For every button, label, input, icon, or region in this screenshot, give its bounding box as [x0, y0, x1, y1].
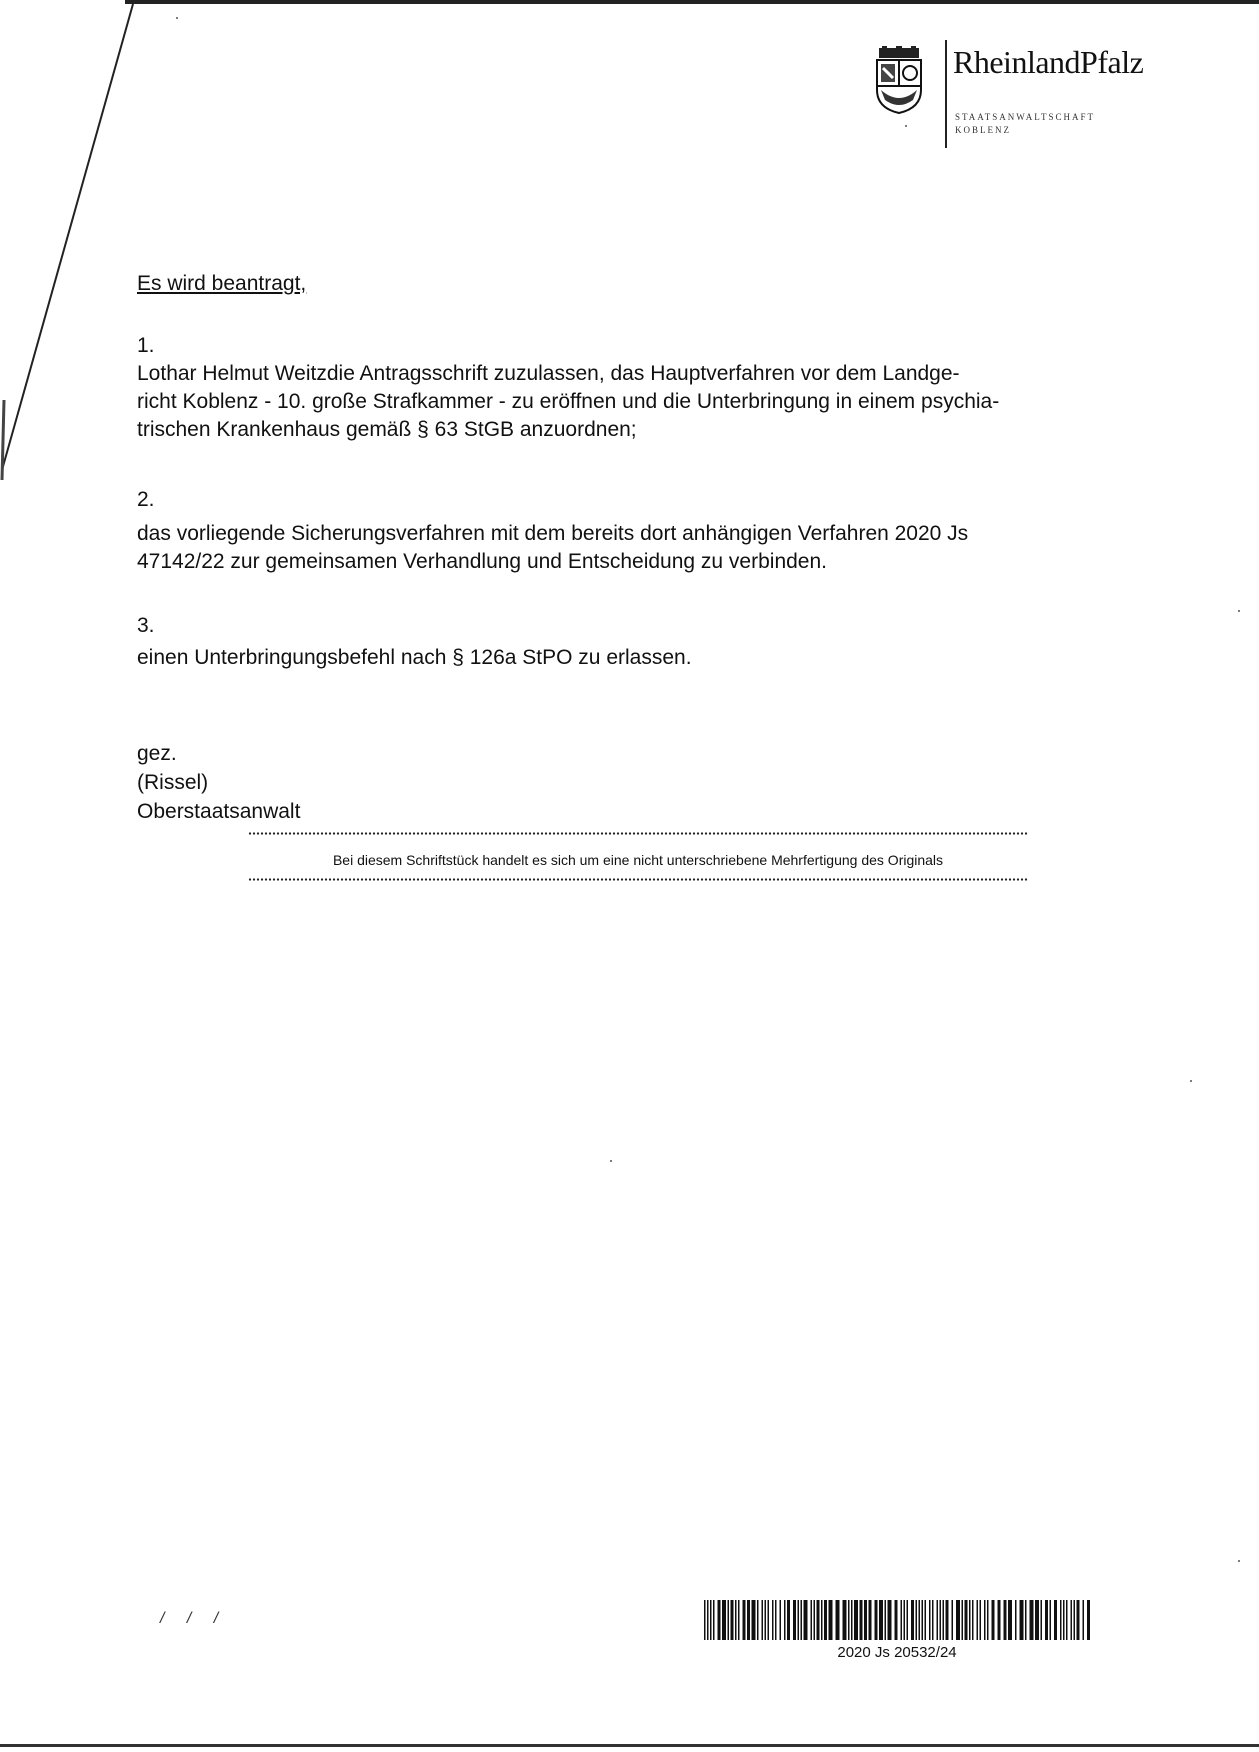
barcode-bar [969, 1600, 971, 1640]
barcode-bar [821, 1600, 823, 1640]
scan-speck [905, 125, 907, 127]
barcode-bar [984, 1600, 986, 1640]
signature-gez: gez. [137, 742, 177, 765]
barcode-bar [922, 1600, 924, 1640]
paragraph-line: einen Unterbringungsbefehl nach § 126a StPO zu erlassen. [137, 646, 692, 669]
barcode-bar [735, 1600, 737, 1640]
barcode-bar [1066, 1600, 1068, 1640]
item-paragraph [137, 520, 968, 576]
barcode-bar [814, 1600, 816, 1640]
barcode-bar [1030, 1600, 1034, 1640]
barcode-bar [811, 1600, 813, 1640]
barcode-bar [1050, 1600, 1052, 1640]
barcode-bar [798, 1600, 800, 1640]
barcode-bar [869, 1600, 872, 1640]
barcode-bar [762, 1600, 764, 1640]
barcode-bar [925, 1600, 927, 1640]
barcode-bar [780, 1600, 782, 1640]
barcode-bar [765, 1600, 767, 1640]
barcode-bar [718, 1600, 721, 1640]
scan-speck [610, 1160, 612, 1162]
barcode-bar [1035, 1600, 1039, 1640]
barcode-bar [1045, 1600, 1048, 1640]
barcode-bar [854, 1600, 858, 1640]
barcode-bar [919, 1600, 921, 1640]
barcode-bar [1077, 1600, 1080, 1640]
logo-name: RheinlandPfalz [953, 44, 1144, 80]
item-number: 1. [137, 334, 155, 357]
item-number: 2. [137, 488, 155, 511]
barcode-bar [864, 1600, 867, 1640]
barcode-bar [1083, 1600, 1085, 1640]
barcode-bar [937, 1600, 939, 1640]
barcode-bar [757, 1600, 759, 1640]
barcode-bar [916, 1600, 918, 1640]
scan-top-edge [125, 0, 1259, 4]
barcode-bar [793, 1600, 796, 1640]
barcode-bar [998, 1600, 1001, 1640]
barcode-bar [1004, 1600, 1007, 1640]
barcode-bar [743, 1600, 746, 1640]
barcode-bar [731, 1600, 734, 1640]
barcode-bar [904, 1600, 906, 1640]
barcode-bar [992, 1600, 995, 1640]
paragraph-line: trischen Krankenhaus gemäß § 63 StGB anzuordnen; [137, 418, 637, 441]
barcode-bar [772, 1600, 774, 1640]
page-marks: / / / [160, 1610, 228, 1627]
barcode [704, 1600, 1090, 1640]
barcode-bar [875, 1600, 878, 1640]
item-paragraph [137, 644, 692, 672]
barcode-bar [885, 1600, 887, 1640]
paragraph-line: Lothar Helmut Weitzdie Antragsschrift zuzulassen, das Hauptverfahren vor dem Landge- [137, 362, 960, 385]
paragraph-line: 47142/22 zur gemeinsamen Verhandlung und Entscheidung zu verbinden. [137, 550, 827, 573]
barcode-bar [962, 1600, 964, 1640]
barcode-bar [728, 1600, 730, 1640]
coat-of-arms-icon [873, 46, 925, 114]
barcode-bar [1063, 1600, 1065, 1640]
barcode-bar [888, 1600, 892, 1640]
barcode-bar [946, 1600, 949, 1640]
paragraph-line: das vorliegende Sicherungsverfahren mit dem bereits dort anhängigen Verfahren 2020 Js [137, 522, 969, 545]
scan-speck [1238, 1560, 1240, 1562]
barcode-bar [738, 1600, 740, 1640]
barcode-bar [940, 1600, 942, 1640]
barcode-bar [1074, 1600, 1076, 1640]
barcode-bar [768, 1600, 770, 1640]
barcode-bar [851, 1600, 853, 1640]
barcode-bar [952, 1600, 954, 1640]
barcode-bar [1008, 1600, 1012, 1640]
barcode-bar [707, 1600, 709, 1640]
barcode-bar [977, 1600, 979, 1640]
barcode-bar [987, 1600, 989, 1640]
signature-title: Oberstaatsanwalt [137, 800, 301, 823]
logo-subtitle-city: KOBLENZ [955, 125, 1011, 135]
barcode-bar [801, 1600, 803, 1640]
scan-left-edge [0, 0, 140, 480]
notice-border-top [248, 832, 1028, 835]
barcode-bar [804, 1600, 808, 1640]
barcode-bar [722, 1600, 726, 1640]
barcode-bar [752, 1600, 756, 1640]
barcode-bar [829, 1600, 833, 1640]
barcode-bar [980, 1600, 982, 1640]
barcode-bar [747, 1600, 750, 1640]
scan-speck [1190, 1080, 1192, 1082]
barcode-bar [907, 1600, 909, 1640]
barcode-bar [787, 1600, 790, 1640]
barcode-bar [972, 1600, 974, 1640]
signature-name: (Rissel) [137, 771, 209, 794]
barcode-bar [860, 1600, 863, 1640]
barcode-bar [929, 1600, 931, 1640]
barcode-bar [817, 1600, 820, 1640]
barcode-bar [1041, 1600, 1043, 1640]
barcode-bar [1060, 1600, 1062, 1640]
scan-speck [176, 17, 178, 19]
barcode-bar [895, 1600, 898, 1640]
barcode-bar [775, 1600, 777, 1640]
copy-notice: Bei diesem Schriftstück handelt es sich um eine nicht unterschriebene Mehrfertigung des Originals [332, 852, 944, 868]
barcode-bar [1054, 1600, 1057, 1640]
barcode-bar [713, 1600, 715, 1640]
item-paragraph [137, 360, 999, 444]
barcode-bar [965, 1600, 968, 1640]
barcode-bar [1071, 1600, 1073, 1640]
barcode-bar [848, 1600, 850, 1640]
barcode-bar [843, 1600, 847, 1640]
barcode-bar [943, 1600, 945, 1640]
barcode-text: 2020 Js 20532/24 [837, 1644, 957, 1661]
barcode-bar [1015, 1600, 1017, 1640]
barcode-bar [710, 1600, 712, 1640]
logo-divider [945, 40, 947, 148]
barcode-bar [836, 1600, 840, 1640]
barcode-bar [704, 1600, 706, 1640]
rlp-logo [873, 40, 1183, 150]
barcode-bar [1087, 1600, 1090, 1640]
barcode-bar [879, 1600, 883, 1640]
barcode-bar [1025, 1600, 1027, 1640]
paragraph-line: richt Koblenz - 10. große Strafkammer - zu eröffnen und die Unterbringung in einem psychia- [137, 390, 1000, 413]
barcode-bar [784, 1600, 786, 1640]
barcode-bar [901, 1600, 903, 1640]
barcode-bar [956, 1600, 960, 1640]
scan-bottom-edge [0, 1744, 1259, 1747]
logo-subtitle: STAATSANWALTSCHAFT [955, 112, 1095, 122]
barcode-bar [824, 1600, 827, 1640]
notice-border-bottom [248, 878, 1028, 881]
scan-speck [1238, 610, 1240, 612]
barcode-bar [911, 1600, 914, 1640]
barcode-bar [932, 1600, 934, 1640]
heading: Es wird beantragt, [137, 272, 307, 295]
item-number: 3. [137, 614, 155, 637]
barcode-bar [1020, 1600, 1024, 1640]
